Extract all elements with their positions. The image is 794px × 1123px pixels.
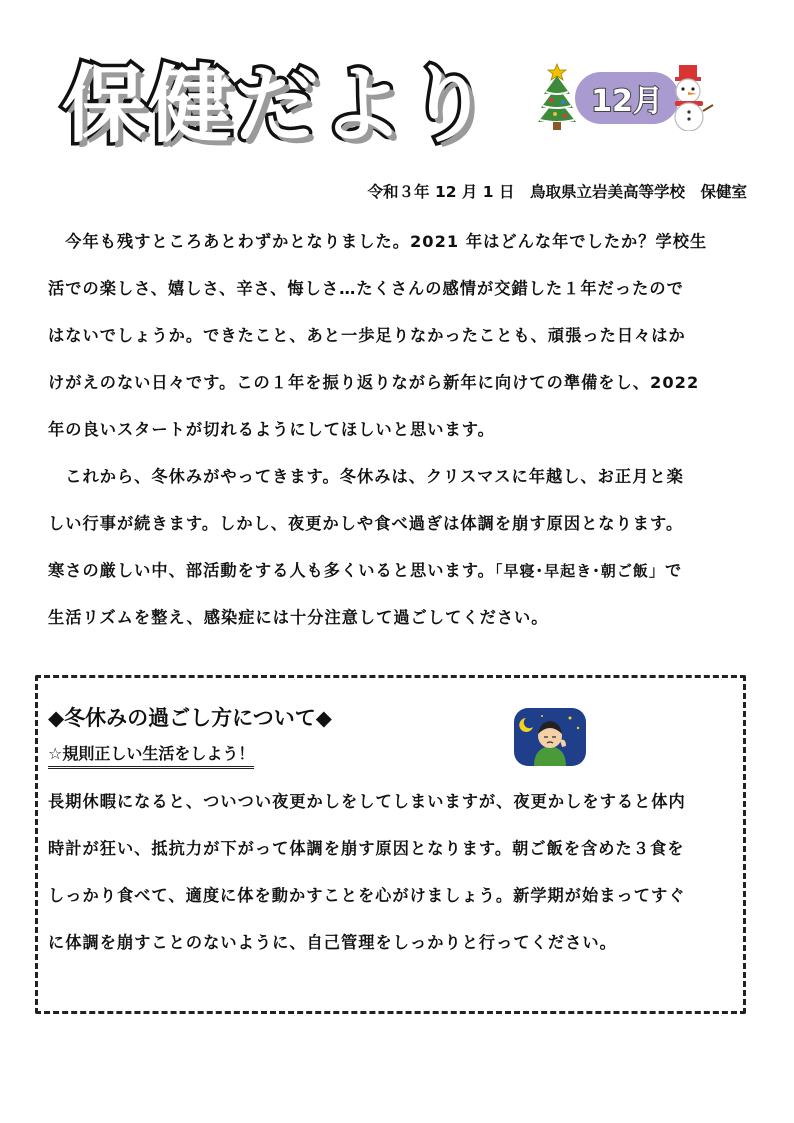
paragraph-line-with-emphasis (48, 547, 748, 594)
paragraph-line-text: 寒さの厳しい中、部活動をする人も多くいると思います。 (48, 561, 495, 580)
snowman-icon (663, 65, 715, 131)
newsletter-title: 保健だより (62, 56, 493, 154)
sleepy-person-night-icon (512, 706, 588, 768)
paragraph-line: 今年も残すところあとわずかとなりました。2021 年はどんな年でしたか？学校生 (48, 232, 708, 251)
month-label: 12月 (591, 84, 663, 119)
paragraph-line: これから、冬休みがやってきます。冬休みは、クリスマスに年越し、お正月と楽 (48, 467, 684, 486)
paragraph-line: 生活リズムを整え、感染症には十分注意して過ごしてください。 (48, 608, 549, 627)
date-and-school: 令和３年 12 月 1 日 鳥取県立岩美高等学校 保健室 (367, 183, 747, 201)
christmas-tree-icon (537, 62, 577, 130)
paragraph-line: はないでしょうか。できたこと、あと一歩足りなかったことも、頑張った日々はか (48, 326, 686, 345)
paragraph-line: 長期休暇になると、ついつい夜更かしをしてしまいますが、夜更かしをすると体内 (48, 792, 686, 811)
box-heading: ◆冬休みの過ごし方について◆ (48, 706, 332, 730)
winter-break-paragraph (48, 453, 748, 641)
intro-paragraph (48, 218, 748, 453)
paragraph-line: しっかり食べて、適度に体を動かすことを心がけましょう。新学期が始まってすぐ (48, 886, 686, 905)
paragraph-line: けがえのない日々です。この１年を振り返りながら新年に向けての準備をし、2022 (48, 373, 700, 392)
box-subheading: ☆規則正しい生活をしよう！ (48, 741, 254, 769)
paragraph-line: に体調を崩すことのないように、自己管理をしっかりと行ってください。 (48, 933, 617, 952)
paragraph-line: 年の良いスタートが切れるようにしてほしいと思います。 (48, 420, 495, 439)
paragraph-line: しい行事が続きます。しかし、夜更かしや食べ過ぎは体調を崩す原因となります。 (48, 514, 684, 533)
paragraph-line: 時計が狂い、抵抗力が下がって体調を崩す原因となります。朝ご飯を含めた３食を (48, 839, 685, 858)
paragraph-line-tail: で (665, 561, 683, 580)
slogan-emphasis: 「早寝･早起き･朝ご飯」 (494, 562, 665, 580)
box-paragraph (48, 778, 748, 966)
paragraph-line: 活での楽しさ、嬉しさ、辛さ、悔しさ…たくさんの感情が交錯した１年だったので (48, 279, 684, 298)
